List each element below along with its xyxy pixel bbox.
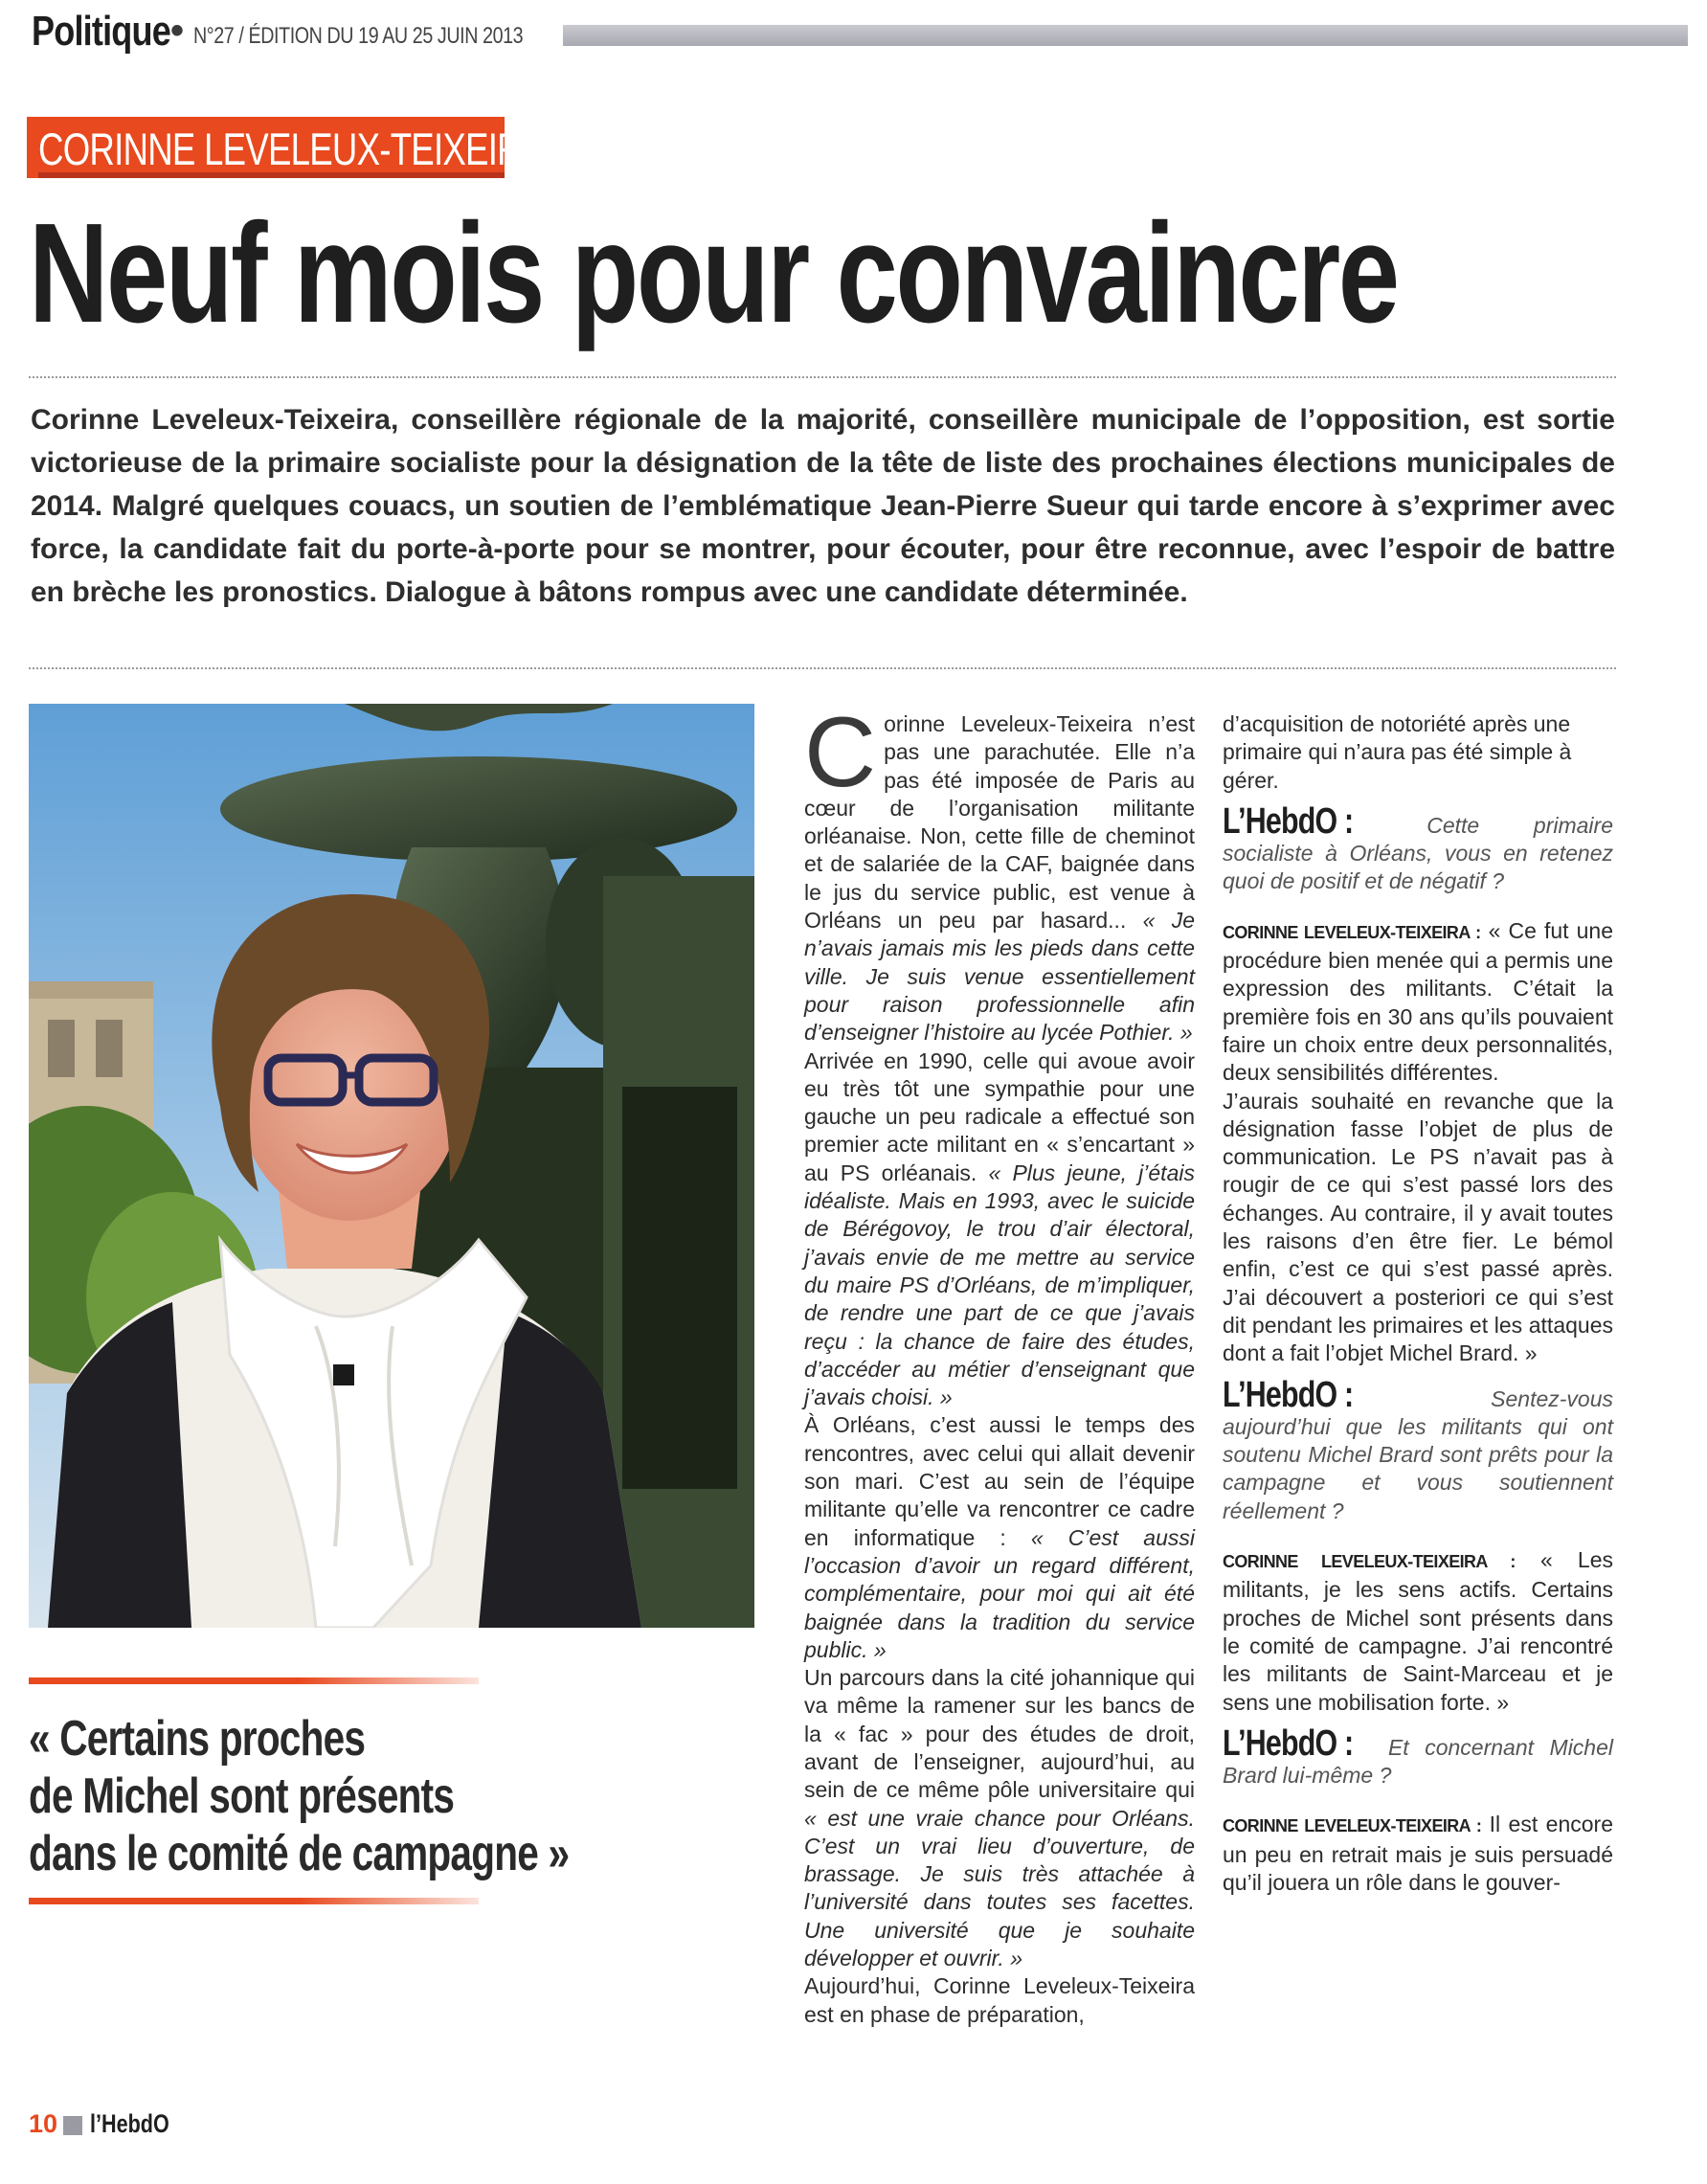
- lead-paragraph: Corinne Leveleux-Teixeira, conseillère régionale de la majorité, conseillère municipale de l’opposition, est sortie victorieuse de la primaire socialiste pour la désignation de la tête de liste des prochaines élections municipales de 2014. Malgré quelques couacs, un soutien de l’emblématique Jean-Pierre Sueur qui tarde encore à s’exprimer avec force, la candidate fait du porte-à-porte pour se montrer, pour écouter, pour être reconnue, avec l’espoir de battre en brèche les pronostics. Dialogue à bâtons rompus avec une candidate déterminée.: [31, 404, 1615, 608]
- answer-text: Il est encore un peu en retrait mais je suis persuadé qu’il jouera un rôle dans le gouver-: [1223, 1812, 1613, 1895]
- headline: Neuf mois pour convaincre: [29, 194, 1398, 352]
- pull-quote-rule-bottom: [29, 1898, 479, 1904]
- article-column-1: [804, 697, 1196, 2029]
- drop-cap: C: [804, 697, 877, 808]
- dotted-divider-bottom: [29, 667, 1616, 669]
- article-quote: « Plus jeune, j’étais idéaliste. Mais en 1993, avec le suicide de Bérégovoy, le trou d’air électoral, j’avais envie de me mettre au service du maire PS d’Orléans, de m’impliquer, de rendre une part de ce que j’avais reçu : la chance de faire des études, d’accéder au métier d’enseignant que j’avais choisi. »: [804, 1160, 1195, 1410]
- edition-info: N°27 / ÉDITION DU 19 AU 25 JUIN 2013: [193, 23, 524, 49]
- footer-magazine-name: l’HebdO: [90, 2109, 169, 2138]
- pull-quote-line: dans le comité de campagne »: [29, 1826, 570, 1881]
- answer-text: « Les militants, je les sens actifs. Certains proches de Michel sont présents dans le comité de campagne. J’ai rencontré les militants de Saint-Marceau et je sens une mobilisation forte. »: [1223, 1547, 1613, 1715]
- article-column-2: [1223, 710, 1613, 1897]
- article-text: À Orléans, c’est aussi le temps des rencontres, avec celui qui allait devenir son mari. C’est au sein de l’équipe militante qu’elle va rencontrer ce cadre en informatique :: [804, 1412, 1195, 1550]
- section-title: Politique: [32, 8, 170, 55]
- header-separator-dot: •: [170, 10, 185, 52]
- article-quote: « C’est aussi l’occasion d’avoir un regard différent, complémentaire, pour moi qui ait été baignée dans la tradition du service public. »: [804, 1524, 1196, 1662]
- interview-answer: [1223, 1546, 1613, 1717]
- interview-question: [1223, 1722, 1613, 1790]
- answer-text: « Ce fut une procédure bien menée qui a permis une expression des militants. C’était la première fois en 30 ans qu’ils pouvaient faire un choix entre deux personnalités, deux sensibilités différentes.: [1223, 917, 1613, 1086]
- article-paragraph: [804, 697, 1195, 1047]
- answer-speaker: CORINNE LEVELEUX-TEIXEIRA :: [1223, 922, 1481, 942]
- dotted-divider-top: [29, 376, 1616, 378]
- article-text: Un parcours dans la cité johannique qui va même la ramener sur les bancs de la « fac » pour des études de droit, avant de l’enseigner, aujourd’hui, au sein de ce même pôle universitaire qui: [804, 1665, 1195, 1803]
- article-text: orinne Leveleux-Teixeira n’est pas une parachutée. Elle n’a pas été imposée de Paris au cœur de l’organisation militante orléanaise. Non, cette fille de cheminot et de salariée de la CAF, baignée dans le jus du service public, est venue à Orléans un peu par hasard...: [804, 711, 1195, 934]
- interview-answer: [1223, 1811, 1613, 1897]
- pull-quote-line: de Michel sont présents: [29, 1768, 455, 1824]
- article-paragraph: [804, 1047, 1195, 1412]
- portrait-photo-image: [29, 704, 754, 1628]
- portrait-photo: [29, 704, 754, 1628]
- article-paragraph: [804, 1664, 1195, 1972]
- article-text: Arrivée en 1990, celle qui avoue avoir eu très tôt une sympathie pour une gauche un peu radicale a effectué son premier acte militant en « s’encartant » au PS orléanais.: [804, 1047, 1195, 1185]
- header-bar: [563, 25, 1688, 46]
- interview-answer-continued: J’aurais souhaité en revanche que la désignation fasse l’objet de plus de communication. Le PS n’avait pas à rougir de ce qui s’est passé lors des échanges. Au contraire, il y avait toutes les raisons d’en être fier. Le bémol enfin, c’est ce qui s’est passé après. J’ai découvert a posteriori ce qui s’est dit pendant les primaires et les attaques dont a fait l’objet Michel Brard. »: [1223, 1088, 1613, 1366]
- answer-speaker: CORINNE LEVELEUX-TEIXEIRA :: [1223, 1552, 1516, 1572]
- article-label: CORINNE LEVELEUX-TEIXEIRA: [38, 124, 545, 174]
- article-paragraph: Aujourd’hui, Corinne Leveleux-Teixeira est en phase de préparation,: [804, 1973, 1195, 2027]
- article-paragraph: d’acquisition de notoriété après une primaire qui n’aura pas été simple à gérer.: [1223, 711, 1572, 793]
- pull-quote-rule-top: [29, 1677, 479, 1684]
- question-prefix: L’HebdO :: [1223, 1722, 1354, 1764]
- question-prefix: L’HebdO :: [1223, 1374, 1354, 1415]
- article-quote: « Je n’avais jamais mis les pieds dans cette ville. Je suis venue essentiellement pour raison professionnelle afin d’enseigner l’histoire au lycée Pothier. »: [804, 908, 1195, 1046]
- interview-question: [1223, 800, 1613, 896]
- question-text: Cette primaire socialiste à Orléans, vous en retenez quoi de positif et de négatif ?: [1223, 812, 1613, 894]
- article-paragraph: [804, 1411, 1195, 1664]
- question-text: Et concernant Michel Brard lui-même ?: [1223, 1734, 1613, 1789]
- pull-quote: [29, 1710, 570, 1882]
- interview-answer: [1223, 917, 1613, 1088]
- question-text: Sentez-vous aujourd’hui que les militants qui ont soutenu Michel Brard sont prêts pour la campagne et vous soutiennent réellement ?: [1223, 1385, 1613, 1523]
- page-number: 10: [29, 2109, 58, 2138]
- article-quote: « est une vraie chance pour Orléans. C’est un vrai lieu d’ouverture, de brassage. Je suis très attachée à l’université dans toutes ses facettes. Une université que je souhaite développer et ouvrir. »: [804, 1805, 1195, 1971]
- footer-square-icon: [63, 2116, 82, 2135]
- pull-quote-line: « Certains proches: [29, 1711, 366, 1767]
- interview-question: [1223, 1374, 1613, 1525]
- answer-speaker: CORINNE LEVELEUX-TEIXEIRA :: [1223, 1816, 1482, 1836]
- question-prefix: L’HebdO :: [1223, 800, 1354, 842]
